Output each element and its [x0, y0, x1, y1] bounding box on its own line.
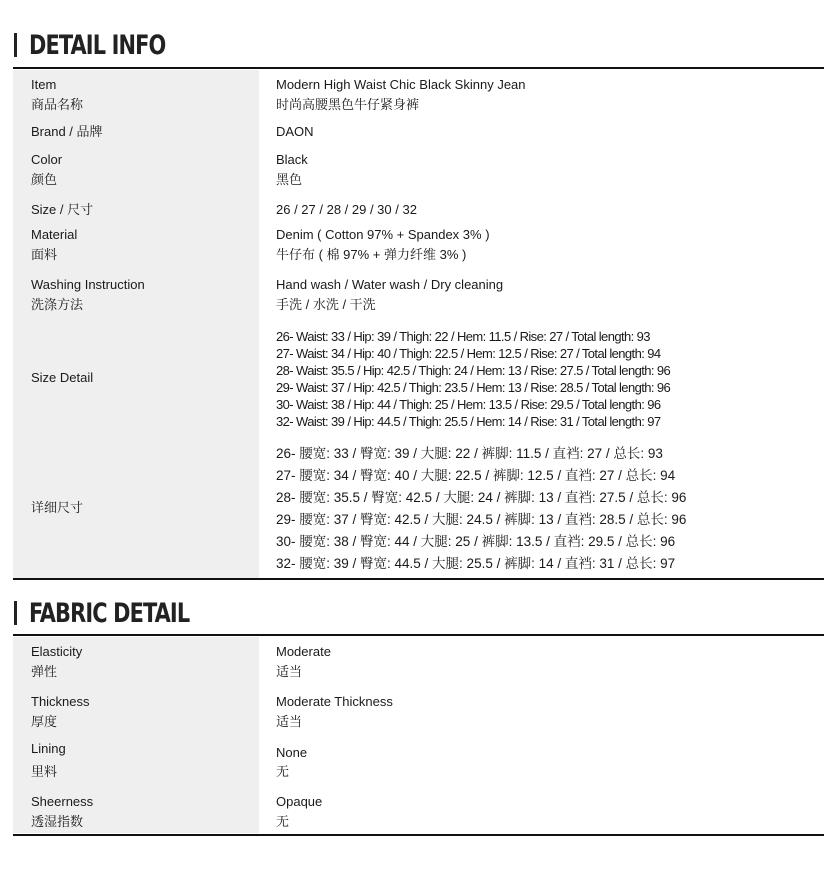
- value-washing-cn: 手洗 / 水洗 / 干洗: [276, 297, 376, 312]
- detail-info-title: DETAIL INFO: [29, 29, 166, 61]
- row-item: [13, 70, 824, 118]
- value-brand: DAON: [276, 124, 314, 139]
- value-cell: [259, 733, 824, 785]
- value-cell: [259, 70, 824, 118]
- header-accent-bar: [14, 33, 17, 57]
- value-cell: [259, 196, 824, 224]
- label-item-cn: 商品名称: [31, 97, 84, 112]
- size-detail-line: 28- Waist: 35.5 / Hip: 42.5 / Thigh: 24 / Hem: 13 / Rise: 27.5 / Total length: 96: [276, 363, 671, 378]
- label-thickness-cn: 厚度: [31, 714, 58, 729]
- value-cell: [259, 322, 824, 430]
- row-thickness: [13, 685, 824, 733]
- fabric-detail-header: [14, 596, 215, 630]
- label-cell: [13, 118, 259, 148]
- label-cell: [13, 685, 259, 733]
- size-detail-line: 27- Waist: 34 / Hip: 40 / Thigh: 22.5 / Hem: 12.5 / Rise: 27 / Total length: 94: [276, 346, 661, 361]
- row-size-detail-cn: [13, 430, 824, 578]
- value-lining-cn: 无: [276, 764, 290, 779]
- detail-top-rule: [13, 67, 824, 69]
- value-size: 26 / 27 / 28 / 29 / 30 / 32: [276, 202, 417, 217]
- label-cell: [13, 733, 259, 785]
- value-thickness-cn: 适当: [276, 714, 303, 729]
- size-detail-line: 26- Waist: 33 / Hip: 39 / Thigh: 22 / Hem: 11.5 / Rise: 27 / Total length: 93: [276, 329, 650, 344]
- value-washing-en: Hand wash / Water wash / Dry cleaning: [276, 277, 504, 292]
- label-size-detail: Size Detail: [31, 370, 94, 385]
- value-thickness-en: Moderate Thickness: [276, 694, 393, 709]
- value-material-en: Denim ( Cotton 97% + Spandex 3% ): [276, 227, 490, 242]
- detail-info-header: [14, 28, 188, 62]
- label-elasticity-cn: 弹性: [31, 664, 58, 679]
- row-color: [13, 148, 824, 196]
- label-elasticity-en: Elasticity: [31, 644, 83, 659]
- size-detail-cn-line: 26- 腰宽: 33 / 臀宽: 39 / 大腿: 22 / 裤脚: 11.5 / 直裆: 27 / 总长: 93: [276, 446, 663, 461]
- value-sheerness-en: Opaque: [276, 794, 323, 809]
- value-cell: [259, 272, 824, 322]
- row-size-detail: [13, 322, 824, 430]
- value-material-cn: 牛仔布 ( 棉 97% + 弹力纤维 3% ): [276, 247, 467, 262]
- size-detail-cn-line: 30- 腰宽: 38 / 臀宽: 44 / 大腿: 25 / 裤脚: 13.5 / 直裆: 29.5 / 总长: 96: [276, 534, 676, 549]
- value-sheerness-cn: 无: [276, 814, 290, 829]
- label-cell: [13, 637, 259, 685]
- label-item-en: Item: [31, 77, 57, 92]
- label-lining-cn: 里料: [31, 764, 58, 779]
- value-cell: [259, 430, 824, 578]
- detail-bottom-rule: [13, 578, 824, 580]
- size-detail-line: 29- Waist: 37 / Hip: 42.5 / Thigh: 23.5 / Hem: 13 / Rise: 28.5 / Total length: 96: [276, 380, 671, 395]
- label-thickness-en: Thickness: [31, 694, 90, 709]
- value-elasticity-cn: 适当: [276, 664, 303, 679]
- value-cell: [259, 224, 824, 272]
- label-size: Size / 尺寸: [31, 202, 94, 217]
- header-accent-bar: [14, 601, 17, 625]
- value-cell: [259, 685, 824, 733]
- label-cell: [13, 430, 259, 578]
- fabric-detail-title: FABRIC DETAIL: [29, 597, 190, 629]
- label-sheerness-cn: 透湿指数: [31, 814, 84, 829]
- label-material-cn: 面料: [31, 247, 58, 262]
- value-cell: [259, 148, 824, 196]
- label-material-en: Material: [31, 227, 78, 242]
- size-detail-line: 30- Waist: 38 / Hip: 44 / Thigh: 25 / Hem: 13.5 / Rise: 29.5 / Total length: 96: [276, 397, 661, 412]
- row-size: [13, 196, 824, 224]
- label-cell: [13, 272, 259, 322]
- label-color-en: Color: [31, 152, 63, 167]
- row-brand: [13, 118, 824, 148]
- value-cell: [259, 637, 824, 685]
- label-cell: [13, 196, 259, 224]
- label-size-detail-cn: 详细尺寸: [31, 500, 84, 515]
- label-lining-en: Lining: [31, 741, 66, 756]
- row-elasticity: [13, 637, 824, 685]
- row-sheerness: [13, 785, 824, 833]
- value-color-en: Black: [276, 152, 308, 167]
- size-detail-cn-line: 32- 腰宽: 39 / 臀宽: 44.5 / 大腿: 25.5 / 裤脚: 14 / 直裆: 31 / 总长: 97: [276, 556, 676, 571]
- label-cell: [13, 322, 259, 430]
- size-detail-cn-line: 27- 腰宽: 34 / 臀宽: 40 / 大腿: 22.5 / 裤脚: 12.5 / 直裆: 27 / 总长: 94: [276, 468, 676, 483]
- label-cell: [13, 224, 259, 272]
- size-detail-line: 32- Waist: 39 / Hip: 44.5 / Thigh: 25.5 / Hem: 14 / Rise: 31 / Total length: 97: [276, 414, 661, 429]
- value-color-cn: 黑色: [276, 172, 303, 187]
- label-sheerness-en: Sheerness: [31, 794, 94, 809]
- row-lining: [13, 733, 824, 785]
- value-item-cn: 时尚高腰黑色牛仔紧身裤: [276, 97, 420, 112]
- label-cell: [13, 148, 259, 196]
- label-cell: [13, 70, 259, 118]
- label-washing-cn: 洗涤方法: [31, 297, 84, 312]
- label-washing-en: Washing Instruction: [31, 277, 145, 292]
- fabric-bottom-rule: [13, 834, 824, 836]
- value-item-en: Modern High Waist Chic Black Skinny Jean: [276, 77, 526, 92]
- fabric-top-rule: [13, 634, 824, 636]
- row-material: [13, 224, 824, 272]
- size-detail-cn-line: 28- 腰宽: 35.5 / 臀宽: 42.5 / 大腿: 24 / 裤脚: 13 / 直裆: 27.5 / 总长: 96: [276, 490, 687, 505]
- value-cell: [259, 118, 824, 148]
- value-cell: [259, 785, 824, 833]
- value-elasticity-en: Moderate: [276, 644, 331, 659]
- value-lining-en: None: [276, 745, 308, 760]
- label-color-cn: 颜色: [31, 172, 58, 187]
- label-cell: [13, 785, 259, 833]
- size-detail-cn-line: 29- 腰宽: 37 / 臀宽: 42.5 / 大腿: 24.5 / 裤脚: 13 / 直裆: 28.5 / 总长: 96: [276, 512, 687, 527]
- row-washing: [13, 272, 824, 322]
- label-brand: Brand / 品牌: [31, 124, 103, 139]
